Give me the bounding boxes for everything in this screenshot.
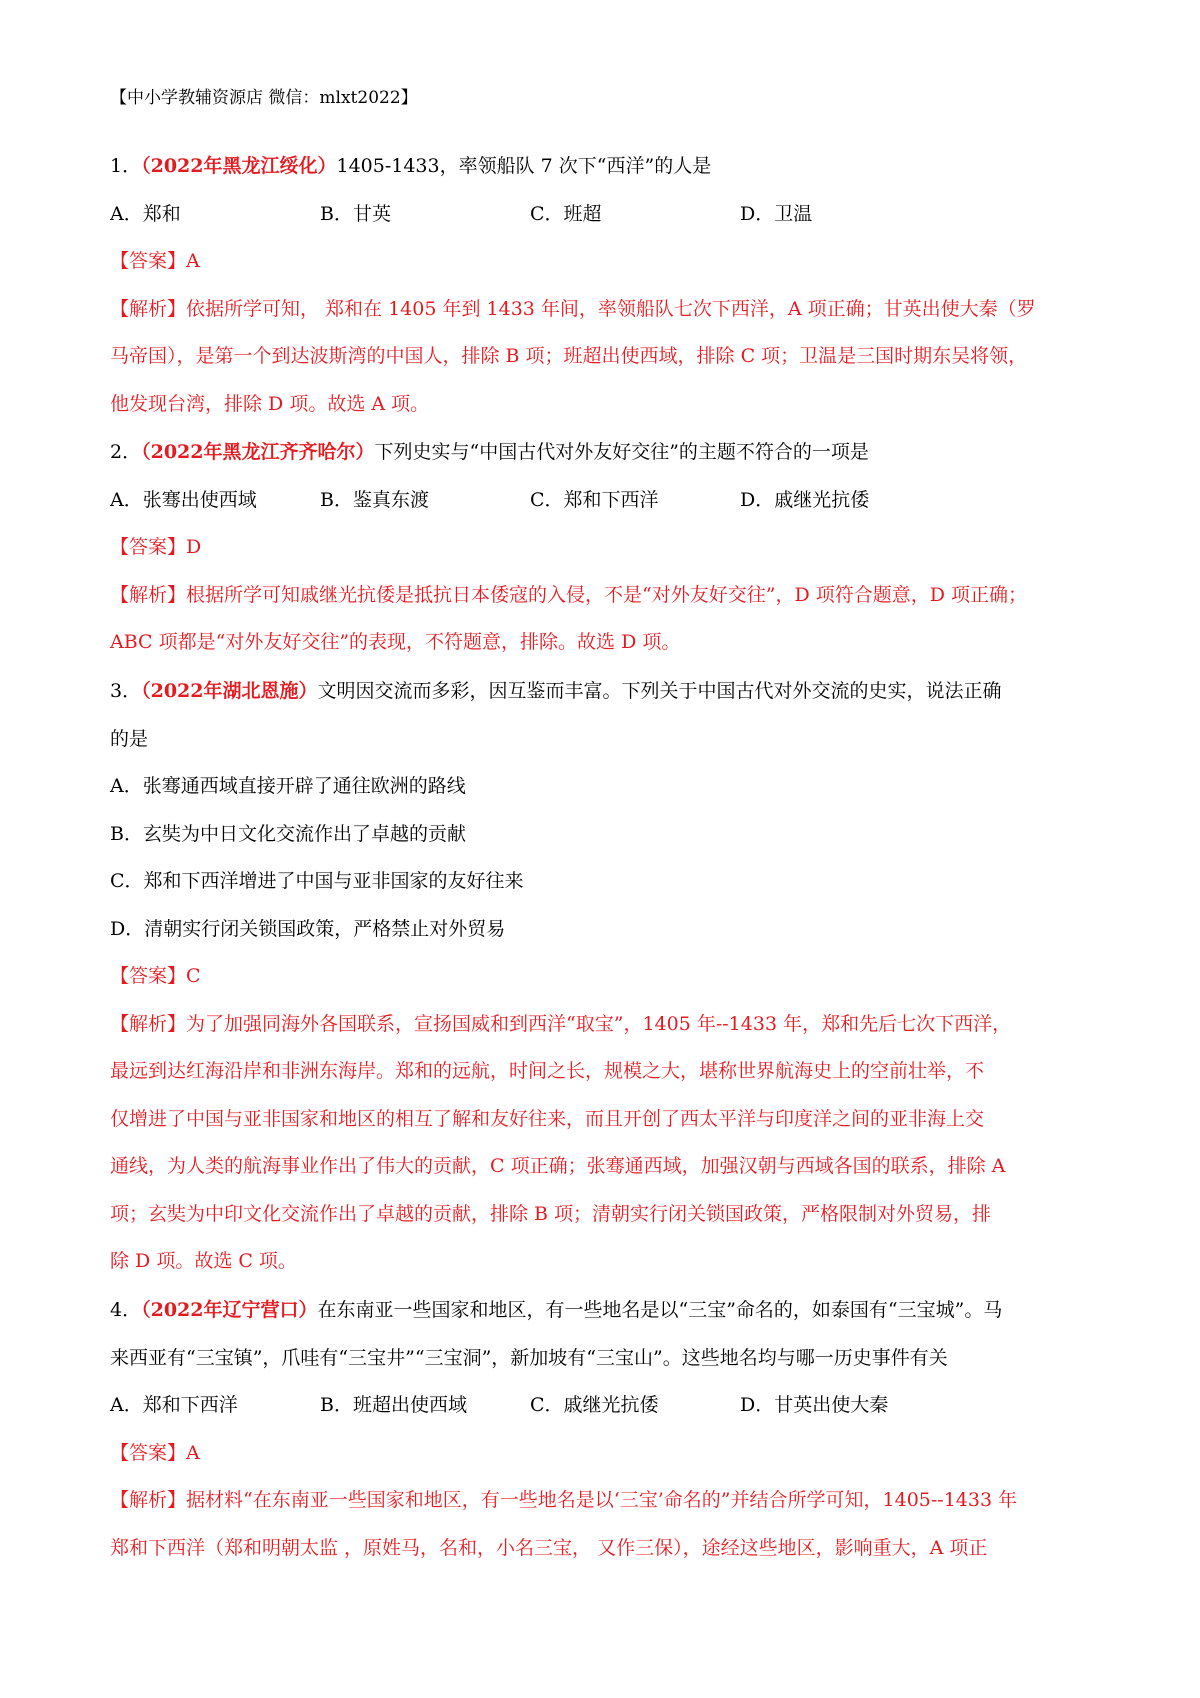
question-stem: [110, 1287, 1100, 1335]
analysis-line: 马帝国），是第一个到达波斯湾的中国人，排除 B 项；班超出使西域，排除 C 项；卫温是三国时期东吴将领，: [110, 345, 1028, 367]
options-row: [110, 1382, 1100, 1430]
answer-value: A: [186, 1441, 200, 1464]
question-number: 1．: [110, 155, 142, 177]
analysis-label: 【解析】: [110, 583, 187, 606]
analysis-line: 项；玄奘为中印文化交流作出了卓越的贡献，排除 B 项；清朝实行闭关锁国政策，严格限制对外贸易，排: [110, 1202, 992, 1225]
analysis: [110, 286, 1100, 429]
question-number: 2．: [110, 441, 142, 463]
question-stem-text: 1405-1433，率领船队 7 次下“西洋”的人是: [336, 155, 712, 177]
question-4: [110, 1287, 1100, 1572]
question-source: （2022年黑龙江绥化）: [141, 155, 337, 177]
analysis-line: 郑和下西洋（郑和明朝太监 ，原姓马，名和，小名三宝， 又作三保），途经这些地区，影响重大，A 项正: [110, 1536, 988, 1559]
question-stem: [110, 429, 1100, 477]
option-d: D．卫温: [740, 202, 813, 225]
question-source: （2022年湖北恩施）: [141, 680, 318, 702]
question-1: [110, 143, 1100, 428]
option-a: A．郑和: [110, 202, 181, 225]
analysis-line: [110, 1001, 1100, 1049]
option-d: D．戚继光抗倭: [740, 488, 870, 511]
analysis-text: 依据所学可知， 郑和在 1405 年到 1433 年间，率领船队七次下西洋，A 项正确；甘英出使大秦（罗: [186, 297, 1036, 320]
analysis-line: 通线，为人类的航海事业作出了伟大的贡献，C 项正确；张骞通西域，加强汉朝与西域各国的联系，排除 A: [110, 1155, 1006, 1177]
question-source: （2022年黑龙江齐齐哈尔）: [141, 441, 375, 463]
question-3: [110, 668, 1100, 1286]
option-a: A．郑和下西洋: [110, 1394, 238, 1416]
analysis: [110, 1477, 1100, 1572]
answer-label: 【答案】: [110, 536, 187, 558]
option-b: B．班超出使西域: [320, 1394, 467, 1416]
question-number: 4．: [110, 1299, 142, 1321]
options-row: [110, 191, 1100, 239]
question-stem-text: 下列史实与“中国古代对外友好交往”的主题不符合的一项是: [374, 441, 869, 463]
option-d: D．甘英出使大秦: [740, 1394, 889, 1416]
question-2: [110, 429, 1100, 667]
analysis-line: 他发现台湾，排除 D 项。故选 A 项。: [110, 392, 430, 415]
question-stem-continued: 来西亚有“三宝镇”，爪哇有“三宝井”“三宝洞”，新加坡有“三宝山”。这些地名均与哪一历史事件有关: [110, 1346, 948, 1369]
analysis-label: 【解析】: [110, 297, 187, 320]
question-stem: [110, 668, 1100, 716]
question-number: 3．: [110, 680, 142, 702]
answer: [110, 1430, 1100, 1478]
option-b: B．甘英: [320, 202, 391, 225]
answer: [110, 953, 1100, 1001]
options-row: [110, 477, 1100, 525]
analysis: [110, 572, 1100, 667]
question-stem: [110, 143, 1100, 191]
option-c: C．郑和下西洋: [530, 488, 659, 511]
option-c: C．戚继光抗倭: [530, 1394, 659, 1416]
answer: [110, 524, 1100, 572]
question-stem-continued: 的是: [110, 727, 149, 750]
analysis-text: 根据所学可知戚继光抗倭是抵抗日本倭寇的入侵，不是“对外友好交往”，D 项符合题意，D 项正确；: [186, 583, 1027, 606]
question-stem-text: 文明因交流而多彩，因互鉴而丰富。下列关于中国古代对外交流的史实，说法正确: [317, 680, 1002, 702]
analysis: [110, 1001, 1100, 1286]
analysis-line: 除 D 项。故选 C 项。: [110, 1250, 297, 1272]
analysis-label: 【解析】: [110, 1489, 187, 1511]
option-a: A．张骞出使西域: [110, 488, 257, 511]
question-source: （2022年辽宁营口）: [141, 1299, 318, 1321]
analysis-text: 为了加强同海外各国联系，宣扬国威和到西洋“取宝”，1405 年--1433 年，郑和先后七次下西洋，: [186, 1012, 1012, 1035]
option-a: A．张骞通西域直接开辟了通往欧洲的路线: [110, 775, 466, 797]
option-b: B．玄奘为中日文化交流作出了卓越的贡献: [110, 822, 466, 845]
answer-value: A: [186, 250, 200, 272]
analysis-line: [110, 286, 1100, 334]
answer-label: 【答案】: [110, 1441, 187, 1464]
analysis-label: 【解析】: [110, 1012, 187, 1035]
header-note: 【中小学教辅资源店 微信：mlxt2022】: [110, 88, 418, 108]
answer: [110, 238, 1100, 286]
answer-label: 【答案】: [110, 250, 187, 272]
question-stem-text: 在东南亚一些国家和地区，有一些地名是以“三宝”命名的，如泰国有“三宝城”。马: [317, 1299, 1003, 1321]
option-c: C．郑和下西洋增进了中国与亚非国家的友好往来: [110, 870, 524, 892]
analysis-line: 仅增进了中国与亚非国家和地区的相互了解和友好往来，而且开创了西太平洋与印度洋之间的亚非海上交: [110, 1107, 985, 1130]
option-b: B．鉴真东渡: [320, 488, 429, 511]
analysis-text: 据材料“在东南亚一些国家和地区，有一些地名是以‘三宝’命名的”并结合所学可知，1405--1433 年: [186, 1489, 1018, 1511]
analysis-line: ABC 项都是“对外友好交往”的表现，不符题意，排除。故选 D 项。: [110, 631, 681, 653]
option-c: C．班超: [530, 202, 602, 225]
answer-value: C: [186, 965, 201, 987]
analysis-line: [110, 572, 1100, 620]
answer-label: 【答案】: [110, 965, 187, 987]
option-d: D．清朝实行闭关锁国政策，严格禁止对外贸易: [110, 917, 506, 940]
analysis-line: [110, 1477, 1100, 1525]
analysis-line: 最远到达红海沿岸和非洲东海岸。郑和的远航，时间之长，规模之大，堪称世界航海史上的空前壮举，不: [110, 1060, 985, 1082]
answer-value: D: [186, 536, 202, 558]
